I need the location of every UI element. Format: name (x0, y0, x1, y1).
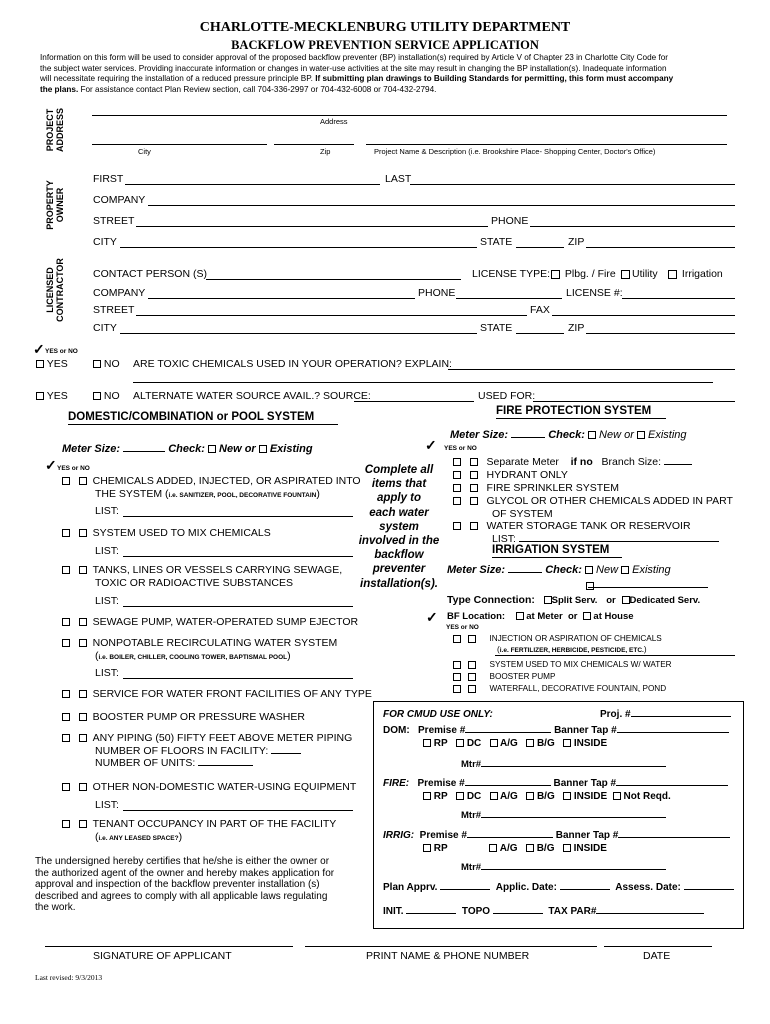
contractor-fax-label: FAX (530, 304, 550, 316)
date-field[interactable] (604, 946, 712, 947)
date-label: DATE (643, 950, 671, 962)
contractor-phone-field[interactable] (456, 298, 562, 299)
signature-field[interactable] (45, 946, 293, 947)
contractor-company-label: COMPANY (93, 287, 146, 299)
irrigation-checkbox[interactable] (668, 270, 677, 279)
separate-no-checkbox[interactable] (470, 458, 478, 466)
fire-sprinkler: FIRE SPRINKLER SYSTEM (453, 482, 619, 494)
owner-zip-label: ZIP (568, 236, 585, 248)
owner-phone-field[interactable] (530, 226, 735, 227)
project-address-side-label: PROJECT ADDRESS (45, 108, 65, 153)
piping-yes-checkbox[interactable] (62, 734, 70, 742)
fire-not-reqd-checkbox[interactable] (613, 792, 621, 800)
mix-list-label: LIST: (95, 545, 119, 557)
mix-no-checkbox[interactable] (79, 529, 87, 537)
fire-meter-size: Meter Size: Check: New or Existing (450, 429, 687, 441)
fire-dc-checkbox[interactable] (456, 792, 464, 800)
licensed-contractor-side-label: LICENSED CONTRACTOR (45, 258, 65, 322)
contractor-street-field[interactable] (136, 315, 527, 316)
contractor-phone-label: PHONE (418, 287, 456, 299)
print-name-label: PRINT NAME & PHONE NUMBER (366, 950, 530, 962)
irrig-ag-checkbox[interactable] (489, 844, 497, 852)
checkmark-icon: ✓ (33, 341, 45, 357)
owner-phone-label: PHONE (491, 215, 529, 227)
fire-separate-meter: Separate Meter if no Branch Size: (453, 456, 692, 468)
domestic-item-nonpotable: NONPOTABLE RECIRCULATING WATER SYSTEM (i.e. BOILER, CHILLER, COOLING TOWER, BAPTISMAL POOL) (62, 637, 337, 664)
tanks-list-field[interactable] (123, 606, 353, 607)
domestic-yes-or-no: YES or NO (57, 465, 90, 472)
contractor-state-label: STATE (480, 322, 513, 334)
fire-yes-or-no: YES or NO (444, 445, 477, 452)
waterfront-yes-checkbox[interactable] (62, 690, 70, 698)
fire-mtr: Mtr# (461, 810, 666, 821)
license-number-field[interactable] (622, 298, 735, 299)
domestic-item-other: OTHER NON-DOMESTIC WATER-USING EQUIPMENT (62, 781, 356, 793)
form-title: BACKFLOW PREVENTION SERVICE APPLICATION (231, 38, 539, 52)
alt-no-option[interactable]: NO (93, 390, 120, 402)
fire-hydrant: HYDRANT ONLY (453, 469, 568, 481)
owner-street-field[interactable] (136, 226, 488, 227)
owner-state-field[interactable] (516, 247, 564, 248)
domestic-existing-checkbox[interactable] (259, 445, 267, 453)
tenant-no-checkbox[interactable] (79, 820, 87, 828)
sprinkler-yes-checkbox[interactable] (453, 484, 461, 492)
domestic-item-sewage: SEWAGE PUMP, WATER-OPERATED SUMP EJECTOR (62, 616, 358, 628)
irr-booster-no-checkbox[interactable] (468, 673, 476, 681)
used-for-label: USED FOR: (478, 390, 536, 402)
storage-no-checkbox[interactable] (470, 522, 478, 530)
domestic-item-tenant: TENANT OCCUPANCY IN PART OF THE FACILITY (i.e. ANY LEASED SPACE?) (62, 818, 336, 845)
irrig-inside-checkbox[interactable] (563, 844, 571, 852)
irr-mix-no-checkbox[interactable] (468, 661, 476, 669)
license-type-irrigation[interactable]: Irrigation (668, 268, 723, 280)
sprinkler-no-checkbox[interactable] (470, 484, 478, 492)
contractor-fax-field[interactable] (552, 315, 735, 316)
project-description-field[interactable] (366, 144, 727, 145)
irrig-rp-checkbox[interactable] (423, 844, 431, 852)
contact-person-label: CONTACT PERSON (S) (93, 268, 207, 280)
fire-bg-checkbox[interactable] (526, 792, 534, 800)
dedicated-checkbox[interactable] (622, 596, 630, 604)
property-owner-side-label: PROPERTY OWNER (45, 180, 65, 230)
irrigation-extra-line (588, 587, 708, 588)
at-house-checkbox[interactable] (583, 612, 591, 620)
separate-yes-checkbox[interactable] (453, 458, 461, 466)
irrigation-waterfall: WATERFALL, DECORATIVE FOUNTAIN, POND (453, 684, 666, 693)
nonpotable-list-field[interactable] (123, 678, 353, 679)
zip-label: Zip (320, 147, 331, 156)
fire-inside-checkbox[interactable] (563, 792, 571, 800)
dom-mtr: Mtr# (461, 759, 666, 770)
owner-state-label: STATE (480, 236, 513, 248)
booster-yes-checkbox[interactable] (62, 713, 70, 721)
irrigation-yes-or-no: YES or NO (446, 624, 479, 631)
toxic-explain-field-2[interactable] (133, 382, 713, 383)
hydrant-no-checkbox[interactable] (470, 471, 478, 479)
injection-line (495, 655, 735, 656)
domestic-item-chemicals: CHEMICALS ADDED, INJECTED, OR ASPIRATED INTO THE SYSTEM (i.e. SANITIZER, POOL, DECORATIVE FOUNTAIN) (62, 475, 361, 502)
domestic-item-booster: BOOSTER PUMP OR PRESSURE WASHER (62, 711, 305, 723)
project-description-label: Project Name & Description (i.e. Brookshire Place- Shopping Center, Doctor's Office) (374, 147, 656, 156)
waterfront-no-checkbox[interactable] (79, 690, 87, 698)
nonpotable-no-checkbox[interactable] (79, 639, 87, 647)
irrigation-extra-checkbox[interactable] (586, 577, 594, 595)
complete-all-note: Complete all items that apply to each water system involved in the backflow preventer installation(s). (358, 464, 440, 590)
domestic-meter-size: Meter Size: Check: New or Existing (62, 443, 313, 455)
alt-yes-checkbox[interactable] (36, 392, 44, 400)
checkmark-icon: ✓ (425, 437, 437, 453)
waterfall-yes-checkbox[interactable] (453, 685, 461, 693)
license-type-plbg[interactable]: Plbg. / Fire (551, 268, 616, 280)
alt-source-field[interactable] (354, 401, 474, 402)
contact-person-field[interactable] (206, 279, 461, 280)
chem-list-field[interactable] (123, 516, 353, 517)
used-for-field[interactable] (533, 401, 735, 402)
other-list-label: LIST: (95, 799, 119, 811)
fire-title-underline (496, 418, 666, 419)
domestic-title-underline (68, 424, 338, 425)
glycol-yes-checkbox[interactable] (453, 497, 461, 505)
mix-list-field[interactable] (123, 556, 353, 557)
owner-company-field[interactable] (148, 205, 735, 206)
fire-existing-checkbox[interactable] (637, 431, 645, 439)
owner-first-field[interactable] (125, 184, 380, 185)
cmud-irrig: IRRIG: Premise # Banner Tap # RP A/G B/G INSIDE (383, 830, 730, 855)
owner-company-label: COMPANY (93, 194, 146, 206)
toxic-yes-checkbox[interactable] (36, 360, 44, 368)
dom-dc-checkbox[interactable] (456, 739, 464, 747)
toxic-yes-option[interactable]: YES (36, 358, 68, 370)
domestic-item-waterfront: SERVICE FOR WATER FRONT FACILITIES OF ANY TYPE (62, 688, 372, 700)
chem-list-label: LIST: (95, 505, 119, 517)
tenant-yes-checkbox[interactable] (62, 820, 70, 828)
contractor-city-label: CITY (93, 322, 117, 334)
dom-rp-checkbox[interactable] (423, 739, 431, 747)
department-title: CHARLOTTE-MECKLENBURG UTILITY DEPARTMENT (199, 20, 571, 35)
irr-mix-yes-checkbox[interactable] (453, 661, 461, 669)
owner-last-field[interactable] (410, 184, 735, 185)
owner-first-label: FIRST (93, 173, 124, 185)
piping-no-checkbox[interactable] (79, 734, 87, 742)
inj-no-checkbox[interactable] (468, 635, 476, 643)
sewage-no-checkbox[interactable] (79, 618, 87, 626)
checkmark-icon: ✓ (45, 457, 57, 473)
contractor-zip-field[interactable] (586, 333, 735, 334)
booster-no-checkbox[interactable] (79, 713, 87, 721)
tanks-no-checkbox[interactable] (79, 566, 87, 574)
contractor-street-label: STREET (93, 304, 135, 316)
cmud-dom: DOM: Premise # Banner Tap # RP DC A/G B/G INSIDE (383, 725, 729, 750)
irrigation-existing-checkbox[interactable] (621, 566, 629, 574)
irr-booster-yes-checkbox[interactable] (453, 673, 461, 681)
fire-ag-checkbox[interactable] (490, 792, 498, 800)
irrigation-mix: SYSTEM USED TO MIX CHEMICALS W/ WATER (453, 660, 672, 669)
nonpotable-yes-checkbox[interactable] (62, 639, 70, 647)
inj-yes-checkbox[interactable] (453, 635, 461, 643)
yes-or-no-header: YES or NO (45, 348, 78, 355)
dom-ag-checkbox[interactable] (490, 739, 498, 747)
toxic-no-option[interactable]: NO (93, 358, 120, 370)
fire-section-title: FIRE PROTECTION SYSTEM (496, 405, 652, 417)
cmud-proj: Proj. # (600, 709, 731, 720)
irrigation-new-checkbox[interactable] (585, 566, 593, 574)
alt-source-question: ALTERNATE WATER SOURCE AVAIL.? SOURCE: (133, 390, 371, 402)
cmud-plan-dates: Plan Apprv. Applic. Date: Assess. Date: (383, 882, 734, 893)
domestic-item-mix: SYSTEM USED TO MIX CHEMICALS (62, 527, 271, 539)
dom-inside-checkbox[interactable] (563, 739, 571, 747)
license-type-label: LICENSE TYPE: (472, 268, 551, 280)
domestic-item-tanks: TANKS, LINES OR VESSELS CARRYING SEWAGE, TOXIC OR RADIOACTIVE SUBSTANCES (62, 564, 342, 590)
utility-checkbox[interactable] (621, 270, 630, 279)
bf-location: BF Location: at Meter or at House (447, 611, 634, 622)
other-no-checkbox[interactable] (79, 783, 87, 791)
irrigation-injection: INJECTION OR ASPIRATION OF CHEMICALS (i.e. FERTILIZER, HERBICIDE, PESTICIDE, ETC.) (453, 633, 662, 656)
license-number-label: LICENSE #: (566, 287, 623, 299)
alt-no-checkbox[interactable] (93, 392, 101, 400)
hydrant-yes-checkbox[interactable] (453, 471, 461, 479)
type-connection: Type Connection: Split Serv. or Dedicated Serv. (447, 594, 701, 606)
waterfall-no-checkbox[interactable] (468, 685, 476, 693)
cmud-init-topo-tax: INIT. TOPO TAX PAR# (383, 906, 704, 917)
fire-new-checkbox[interactable] (588, 431, 596, 439)
dom-bg-checkbox[interactable] (526, 739, 534, 747)
storage-yes-checkbox[interactable] (453, 522, 461, 530)
alt-yes-option[interactable]: YES (36, 390, 68, 402)
zip-field[interactable] (274, 144, 354, 145)
mix-yes-checkbox[interactable] (62, 529, 70, 537)
irrig-bg-checkbox[interactable] (526, 844, 534, 852)
domestic-item-piping: ANY PIPING (50) FIFTY FEET ABOVE METER PIPING NUMBER OF FLOORS IN FACILITY: NUMBER OF UNITS: (62, 732, 352, 770)
last-revised: Last revised: 9/3/2013 (35, 973, 103, 982)
fire-glycol: GLYCOL OR OTHER CHEMICALS ADDED IN PART OF SYSTEM (453, 495, 733, 520)
irrigation-title-underline (492, 557, 622, 558)
irrigation-booster: BOOSTER PUMP (453, 672, 555, 681)
irrigation-meter-size: Meter Size: Check: New Existing (447, 564, 671, 576)
fire-rp-checkbox[interactable] (423, 792, 431, 800)
plbg-checkbox[interactable] (551, 270, 560, 279)
domestic-new-checkbox[interactable] (208, 445, 216, 453)
split-checkbox[interactable] (544, 596, 552, 604)
other-list-field[interactable] (123, 810, 353, 811)
owner-zip-field[interactable] (586, 247, 735, 248)
license-type-utility[interactable]: Utility (621, 268, 658, 280)
tanks-yes-checkbox[interactable] (62, 566, 70, 574)
fire-storage: WATER STORAGE TANK OR RESERVOIR LIST: (453, 520, 719, 545)
cmud-title: FOR CMUD USE ONLY: (383, 709, 493, 720)
other-yes-checkbox[interactable] (62, 783, 70, 791)
contractor-state-field[interactable] (516, 333, 564, 334)
checkmark-icon: ✓ (426, 609, 438, 625)
intro-text: Information on this form will be used to consider approval of the proposed backflow preventer (BP) installation(s) required by Article V of Chapter 23 in Charlotte City Code for the subject water services. Providing inaccurate information or changes in water-use activities at the site may result in changing the BP installation(s). Inadequate information will necessitate requiring the installation of a reduced pressure principle BP. If submitting plan drawings to Building Standards for permitting, this form must accompany the plans. For assistance contact Plan Review section, call 704-336-2997 or 704-432-6008 or 704-432-2794. (40, 53, 674, 94)
print-name-field[interactable] (305, 946, 597, 947)
glycol-no-checkbox[interactable] (470, 497, 478, 505)
at-meter-checkbox[interactable] (516, 612, 524, 620)
toxic-no-checkbox[interactable] (93, 360, 101, 368)
toxic-question: ARE TOXIC CHEMICALS USED IN YOUR OPERATION? EXPLAIN: (133, 358, 452, 370)
certification-text: The undersigned hereby certifies that he/she is either the owner or the authorized agent of the owner and hereby makes application for approval and inspection of the backflow preventer installation (s) described and agrees to comply with all applicable laws regulating the work. (35, 856, 335, 914)
sewage-yes-checkbox[interactable] (62, 618, 70, 626)
owner-street-label: STREET (93, 215, 135, 227)
cmud-fire: FIRE: Premise # Banner Tap # RP DC A/G B/G INSIDE Not Reqd. (383, 778, 728, 803)
chem-yes-checkbox[interactable] (62, 477, 70, 485)
contractor-city-field[interactable] (120, 333, 477, 334)
city-label: City (138, 147, 151, 156)
nonpotable-list-label: LIST: (95, 667, 119, 679)
address-field[interactable] (92, 115, 727, 116)
city-field[interactable] (92, 144, 267, 145)
signature-label: SIGNATURE OF APPLICANT (93, 950, 232, 962)
domestic-section-title: DOMESTIC/COMBINATION or POOL SYSTEM (68, 411, 315, 423)
contractor-company-field[interactable] (148, 298, 415, 299)
owner-city-field[interactable] (120, 247, 477, 248)
toxic-explain-field[interactable] (448, 369, 735, 370)
irrigation-section-title: IRRIGATION SYSTEM (492, 544, 610, 556)
address-label: Address (320, 117, 348, 126)
irrig-mtr: Mtr# (461, 862, 666, 873)
contractor-zip-label: ZIP (568, 322, 585, 334)
owner-city-label: CITY (93, 236, 117, 248)
chem-no-checkbox[interactable] (79, 477, 87, 485)
tanks-list-label: LIST: (95, 595, 119, 607)
owner-last-label: LAST (385, 173, 412, 185)
